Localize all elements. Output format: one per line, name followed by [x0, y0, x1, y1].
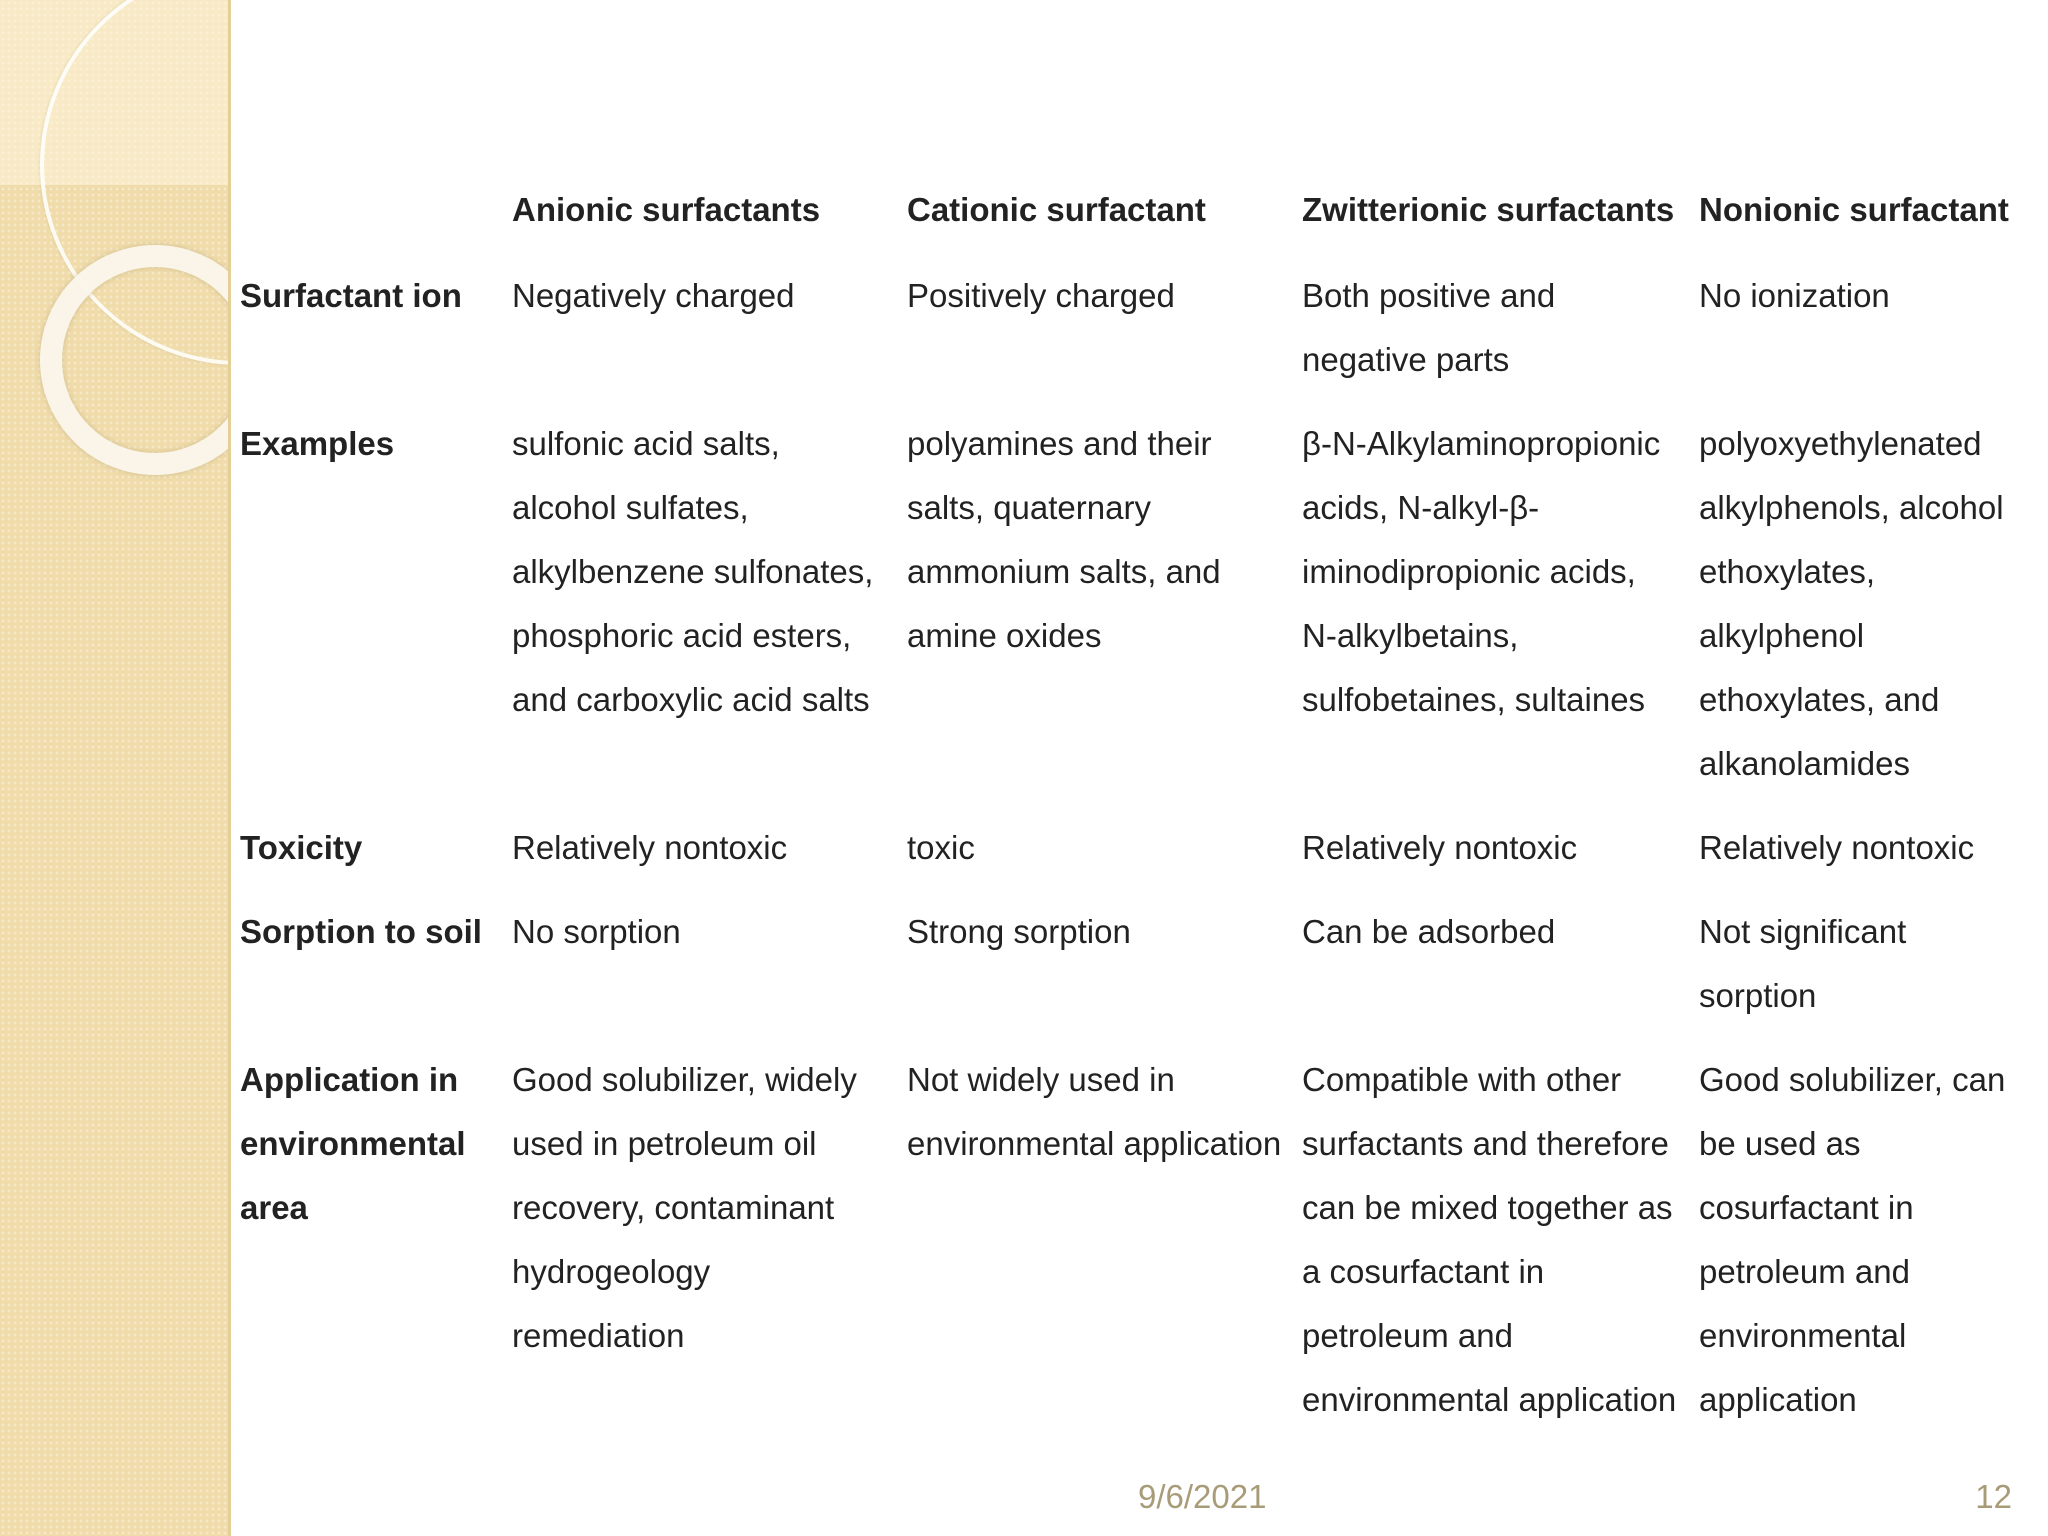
table-row	[232, 256, 2022, 404]
column-header-anionic: Anionic surfactants	[512, 191, 821, 228]
sidebar-edge	[228, 0, 231, 1536]
table-cell: Relatively nontoxic	[512, 829, 788, 866]
table-cell: Negatively charged	[512, 277, 795, 314]
table-cell: Both positive and negative parts	[1302, 277, 1556, 378]
table-cell: Strong sorption	[907, 913, 1131, 950]
table-header-row	[232, 170, 2022, 256]
page-number: 12	[1975, 1478, 2012, 1515]
row-header-toxicity: Toxicity	[240, 829, 363, 866]
table-cell: No ionization	[1699, 277, 1890, 314]
table-cell: Can be adsorbed	[1302, 913, 1556, 950]
table-cell: polyamines and their salts, quaternary ammonium salts, and amine oxides	[907, 425, 1221, 654]
table-cell: Relatively nontoxic	[1302, 829, 1578, 866]
footer-date: 9/6/2021	[1138, 1478, 1267, 1515]
table-cell: β-N-Alkylaminopropionic acids, N-alkyl-β-iminodipropionic acids, N-alkylbetains, sulfobetaines, sultaines	[1302, 425, 1661, 718]
table-row	[232, 892, 2022, 1040]
row-header-sorption-to-soil: Sorption to soil	[240, 913, 482, 950]
table-row	[232, 808, 2022, 892]
column-header-nonionic: Nonionic surfactant	[1699, 191, 2009, 228]
surfactant-comparison-table	[232, 170, 2022, 1444]
table-cell: Good solubilizer, can be used as cosurfactant in petroleum and environmental application	[1699, 1061, 2006, 1418]
table-row	[232, 1040, 2022, 1444]
table-cell: toxic	[907, 829, 975, 866]
decorative-small-ring	[40, 245, 230, 475]
table-cell: Relatively nontoxic	[1699, 829, 1975, 866]
row-header-examples: Examples	[240, 425, 395, 462]
column-header-zwitterionic: Zwitterionic surfactants	[1302, 191, 1675, 228]
table-corner-cell	[232, 170, 504, 256]
decorative-sidebar	[0, 0, 230, 1536]
table-cell: Good solubilizer, widely used in petroleum oil recovery, contaminant hydrogeology remediation	[512, 1061, 857, 1354]
row-header-surfactant-ion: Surfactant ion	[240, 277, 462, 314]
table-cell: Compatible with other surfactants and therefore can be mixed together as a cosurfactant in petroleum and environmental application	[1302, 1061, 1677, 1418]
table-cell: Not widely used in environmental application	[907, 1061, 1282, 1162]
table-cell: Not significant sorption	[1699, 913, 1907, 1014]
row-header-application: Application in environmental area	[240, 1061, 466, 1226]
column-header-cationic: Cationic surfactant	[907, 191, 1206, 228]
table-cell: polyoxyethylenated alkylphenols, alcohol ethoxylates, alkylphenol ethoxylates, and alkanolamides	[1699, 425, 2004, 782]
table-cell: No sorption	[512, 913, 681, 950]
table-cell: sulfonic acid salts, alcohol sulfates, alkylbenzene sulfonates, phosphoric acid esters, and carboxylic acid salts	[512, 425, 874, 718]
table-cell: Positively charged	[907, 277, 1175, 314]
table-row	[232, 404, 2022, 808]
